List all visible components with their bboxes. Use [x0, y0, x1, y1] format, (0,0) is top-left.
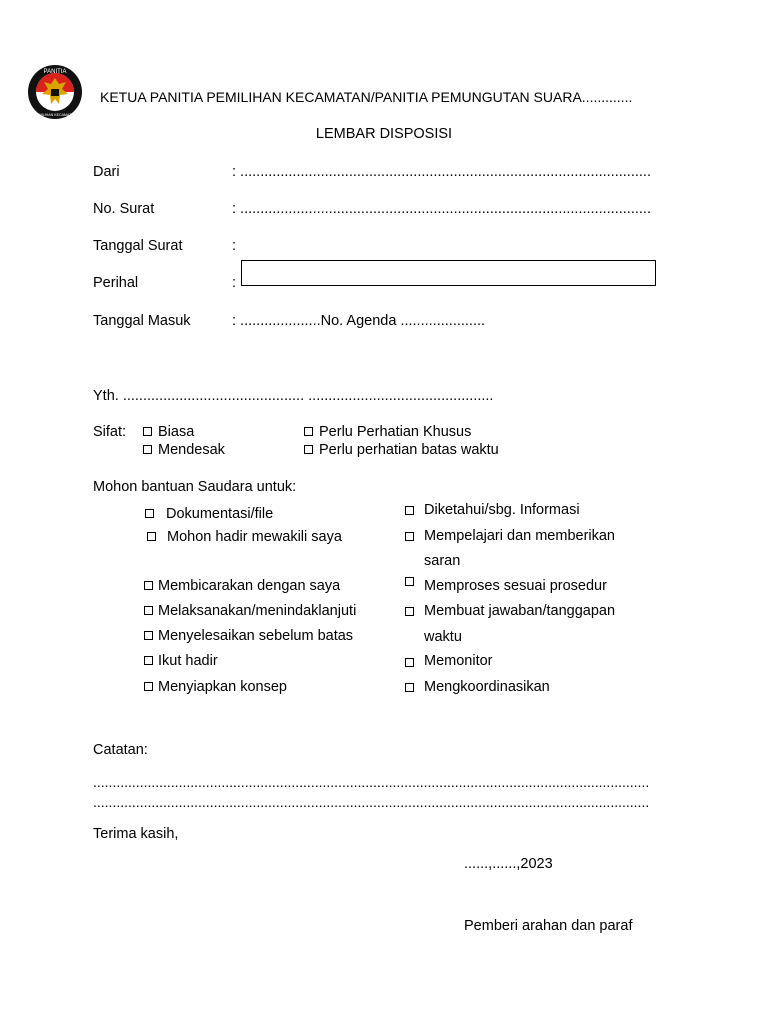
- catatan-line-2[interactable]: ...............................................................................................................................................: [93, 794, 650, 810]
- checkbox-icon[interactable]: [144, 656, 153, 665]
- mohon-option-membicarakan[interactable]: Membicarakan dengan saya: [144, 577, 340, 595]
- checkbox-icon[interactable]: [304, 427, 313, 436]
- mohon-label: Mohon bantuan Saudara untuk:: [93, 479, 297, 495]
- field-masuk-label: Tanggal Masuk: [93, 313, 191, 329]
- checkbox-icon[interactable]: [405, 683, 414, 692]
- sifat-label: Sifat:: [93, 424, 127, 440]
- checkbox-icon[interactable]: [405, 577, 414, 586]
- sifat-option-perhatian-khusus[interactable]: Perlu Perhatian Khusus: [304, 423, 471, 441]
- checkbox-icon[interactable]: [144, 682, 153, 691]
- field-dari-label: Dari: [93, 164, 120, 180]
- sifat-option-mendesak[interactable]: Mendesak: [143, 441, 225, 459]
- checkbox-icon[interactable]: [144, 631, 153, 640]
- checkbox-icon[interactable]: [304, 445, 313, 454]
- checkbox-icon[interactable]: [405, 506, 414, 515]
- mohon-option-memonitor[interactable]: Memonitor: [424, 653, 493, 669]
- header-title: KETUA PANITIA PEMILIHAN KECAMATAN/PANITIA PEMUNGUTAN SUARA.............: [100, 89, 633, 105]
- mohon-option-membuat-jawaban[interactable]: Membuat jawaban/tanggapan: [424, 603, 616, 619]
- mohon-option-mempelajari[interactable]: Mempelajari dan memberikan: [424, 528, 615, 544]
- checkbox-icon[interactable]: [145, 509, 154, 518]
- sifat-option-batas-waktu[interactable]: Perlu perhatian batas waktu: [304, 441, 499, 459]
- logo-bottom-text: PEMILIHAN KECAMATAN: [33, 113, 77, 117]
- perihal-input-box[interactable]: [241, 260, 656, 286]
- sifat-option-biasa[interactable]: Biasa: [143, 423, 194, 441]
- field-tanggal-label: Tanggal Surat: [93, 238, 183, 254]
- field-nosurat-value[interactable]: : ......................................................................................................: [232, 201, 651, 217]
- checkbox-icon[interactable]: [143, 427, 152, 436]
- mohon-option-menyiapkan[interactable]: Menyiapkan konsep: [144, 678, 287, 696]
- mohon-option-mempelajari-cont: saran: [424, 553, 461, 569]
- logo-top-text: PANITIA: [43, 69, 67, 75]
- field-masuk-value[interactable]: : ....................No. Agenda .....................: [232, 313, 486, 329]
- closing-thanks: Terima kasih,: [93, 826, 179, 842]
- checkbox-icon[interactable]: [143, 445, 152, 454]
- field-perihal-colon: :: [232, 275, 237, 291]
- kpu-garuda-emblem-icon: [26, 64, 84, 120]
- mohon-option-ikut-hadir[interactable]: Ikut hadir: [144, 652, 218, 670]
- closing-date[interactable]: ......,......,2023: [464, 856, 553, 872]
- checkbox-icon[interactable]: [405, 658, 414, 667]
- mohon-option-hadir-mewakili[interactable]: Mohon hadir mewakili saya: [147, 528, 342, 546]
- mohon-option-menyelesaikan[interactable]: Menyelesaikan sebelum batas: [144, 627, 353, 645]
- mohon-option-membuat-jawaban-cont: waktu: [424, 629, 462, 645]
- catatan-label: Catatan:: [93, 742, 148, 758]
- yth-line[interactable]: Yth. ............................................. ..............................................: [93, 388, 494, 404]
- field-nosurat-label: No. Surat: [93, 201, 155, 217]
- mohon-option-dokumentasi[interactable]: Dokumentasi/file: [145, 505, 273, 523]
- mohon-option-mengkoordinasikan[interactable]: Mengkoordinasikan: [424, 679, 550, 695]
- mohon-option-diketahui[interactable]: Diketahui/sbg. Informasi: [424, 502, 580, 518]
- catatan-line-1[interactable]: ...............................................................................................................................................: [93, 774, 650, 790]
- checkbox-icon[interactable]: [405, 532, 414, 541]
- document-title: LEMBAR DISPOSISI: [315, 126, 453, 142]
- mohon-option-melaksanakan[interactable]: Melaksanakan/menindaklanjuti: [144, 602, 356, 620]
- field-dari-value[interactable]: : ......................................................................................................: [232, 164, 651, 180]
- checkbox-icon[interactable]: [405, 607, 414, 616]
- checkbox-icon[interactable]: [147, 532, 156, 541]
- signature-label: Pemberi arahan dan paraf: [464, 918, 633, 934]
- checkbox-icon[interactable]: [144, 606, 153, 615]
- field-perihal-label: Perihal: [93, 275, 139, 291]
- field-tanggal-value: :: [232, 238, 237, 254]
- mohon-option-memproses[interactable]: Memproses sesuai prosedur: [424, 578, 607, 594]
- checkbox-icon[interactable]: [144, 581, 153, 590]
